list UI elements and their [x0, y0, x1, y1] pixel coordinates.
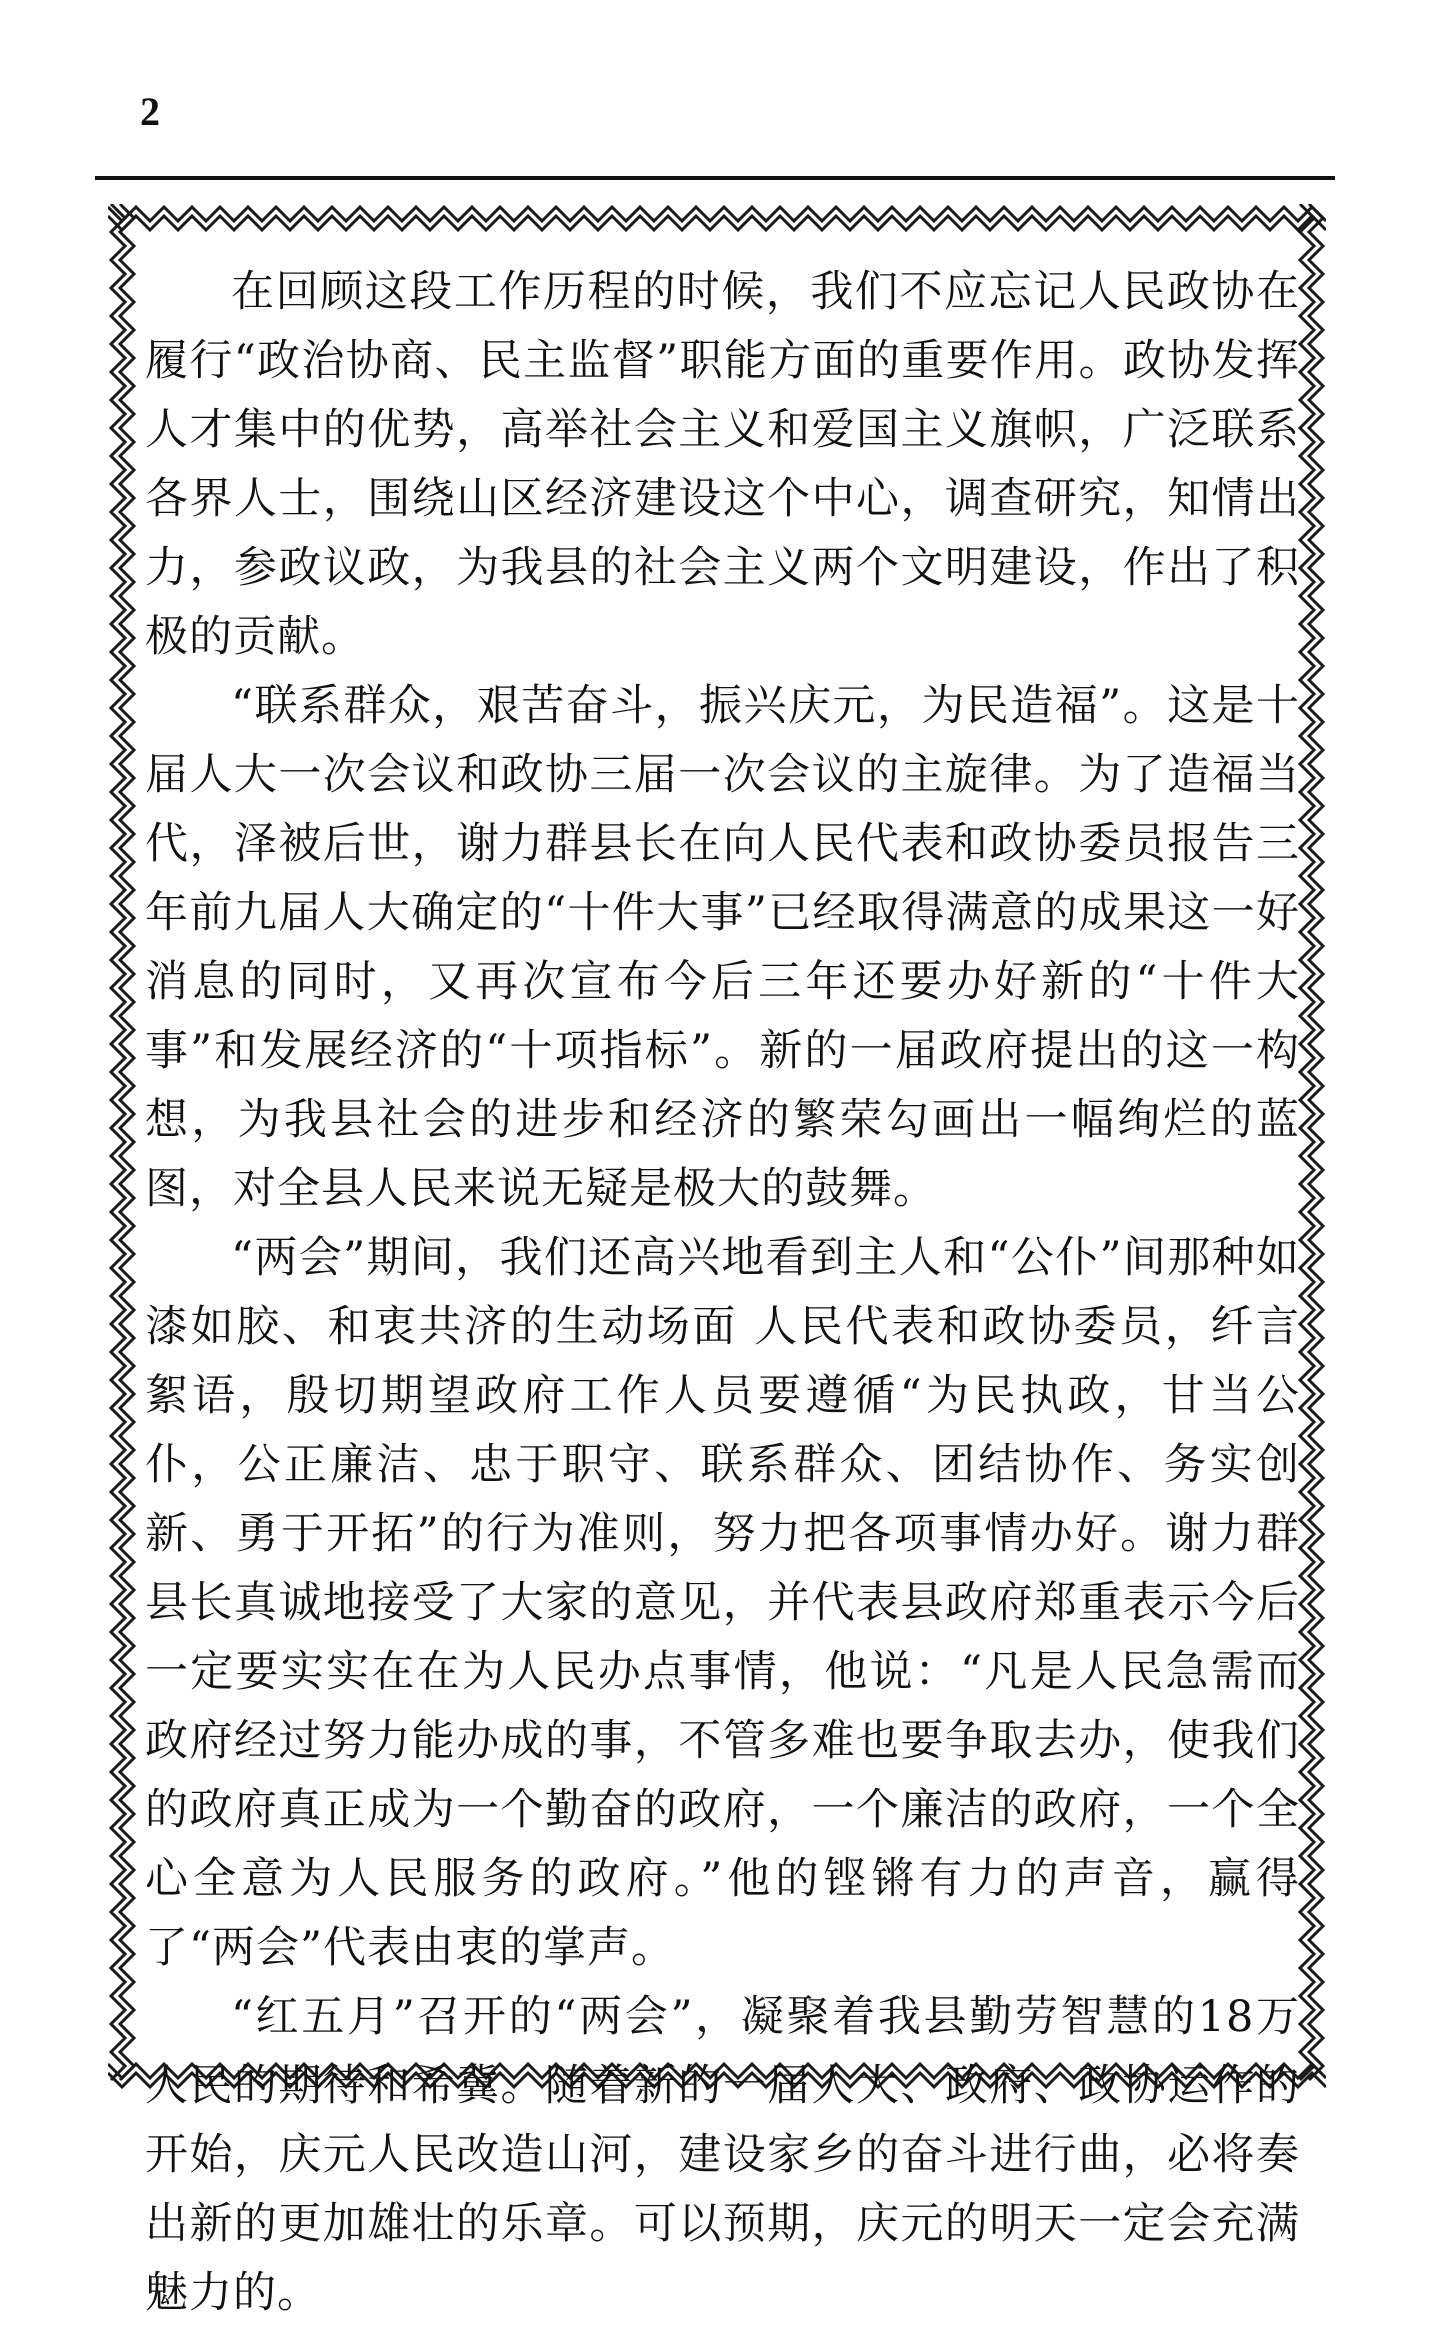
- border-top: [108, 207, 1326, 230]
- paragraph-4: “红五月”召开的“两会”，凝聚着我县勤劳智慧的18万人民的期待和希冀。随着新的一届人大、政府、政协运作的开始，庆元人民改造山河，建设家乡的奋斗进行曲，必将奏出新的更加雄壮的乐章。可以预期，庆元的明天一定会充满魅力的。: [145, 1992, 1300, 2318]
- border-left: [111, 204, 134, 2080]
- zigzag-line: [108, 207, 1326, 221]
- zigzag-line: [108, 216, 1326, 230]
- paragraph-1: 在回顾这段工作历程的时候，我们不应忘记人民政协在履行“政治协商、民主监督”职能方面的重要作用。政协发挥人才集中的优势，高举社会主义和爱国主义旗帜，广泛联系各界人士，围绕山区经济建设这个中心，调查研究，知情出力，参政议政，为我县的社会主义两个文明建设，作出了积极的贡献。: [145, 267, 1300, 662]
- page-number: 2: [140, 89, 160, 134]
- header-rule: [95, 176, 1335, 180]
- paragraph-2: “联系群众，艰苦奋斗，振兴庆元，为民造福”。这是十届人大一次会议和政协三届一次会议的主旋律。为了造福当代，泽被后世，谢力群县长在向人民代表和政协委员报告三年前九届人大确定的“十件大事”已经取得满意的成果这一好消息的同时，又再次宣布今后三年还要办好新的“十件大事”和发展经济的“十项指标”。新的一届政府提出的这一构想，为我县社会的进步和经济的繁荣勾画出一幅绚烂的蓝图，对全县人民来说无疑是极大的鼓舞。: [145, 681, 1300, 1214]
- border-right: [1300, 204, 1323, 2080]
- paragraph-3: “两会”期间，我们还高兴地看到主人和“公仆”间那种如漆如胶、和衷共济的生动场面 人民代表和政协委员，纤言絮语，殷切期望政府工作人员要遵循“为民执政，甘当公仆，公正廉洁、忠于职守、联系群众、团结协作、务实创新、勇于开拓”的行为准则，努力把各项事情办好。谢力群县长真诚地接受了大家的意见，并代表县政府郑重表示今后一定要实实在在为人民办点事情，他说：“凡是人民急需而政府经过努力能办成的事，不管多难也要争取去办，使我们的政府真正成为一个勤奋的政府，一个廉洁的政府，一个全心全意为人民服务的政府。”他的铿锵有力的声音，赢得了“两会”代表由衷的掌声。: [145, 1233, 1300, 1973]
- body-text: [145, 258, 1300, 2328]
